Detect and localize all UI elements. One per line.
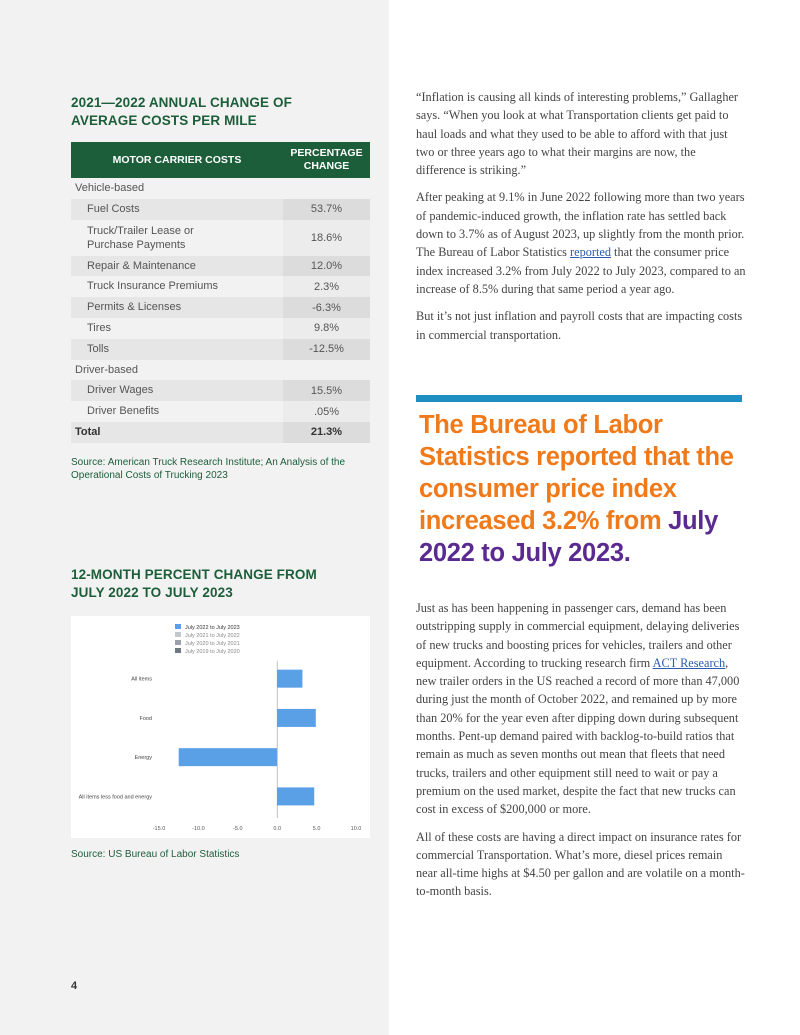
category-label: Food (139, 715, 152, 722)
bar (277, 670, 302, 688)
header-motor-carrier-costs: MOTOR CARRIER COSTS (112, 154, 242, 166)
cpi-bar-chart (71, 616, 370, 838)
x-tick-label: 0.0 (273, 826, 282, 832)
table-row: Fuel Costs 53.7% (71, 199, 370, 220)
reported-link[interactable]: reported (570, 245, 611, 260)
category-label: All items (131, 676, 152, 683)
x-tick-label: 10.0 (350, 826, 362, 832)
chart-svg (71, 616, 370, 838)
act-research-link[interactable]: ACT Research (652, 655, 726, 670)
paragraph: But it’s not just inflation and payroll costs that are impacting costs in commercial transportation. (416, 309, 743, 342)
bar (179, 748, 278, 766)
legend-label: July 2021 to July 2022 (185, 633, 240, 639)
accent-bar (416, 395, 742, 402)
category-label: Energy (134, 755, 152, 762)
table-row: Tolls -12.5% (71, 339, 370, 360)
header-percentage-change: PERCENTAGE CHANGE (290, 147, 363, 172)
category-vehicle: Vehicle-based (75, 182, 145, 194)
legend-swatch (175, 648, 181, 653)
table-row: Repair & Maintenance 12.0% (71, 256, 370, 277)
category-label: All items less food and energy (78, 794, 152, 801)
table-row: Driver Wages 15.5% (71, 380, 370, 401)
legend-label: July 2022 to July 2023 (185, 625, 240, 631)
pull-quote: The Bureau of Labor Statistics reported that the consumer price index increased 3.2% from July 2022 to July 2023. (419, 411, 734, 567)
legend-swatch (175, 632, 181, 637)
bar (277, 709, 316, 727)
paragraph: After peaking at 9.1% in June 2022 following more than two years of pandemic-induced growth, the inflation rate has settled back down to 3.7% as of August 2023, up slightly from the month prior. The Bureau of Labor Statistics reported that the consumer price index increased 3.2% from July 2022 to July 2023, compared to an increase of 8.5% during that same period a year ago. (416, 190, 746, 296)
table-row: Tires 9.8% (71, 318, 370, 339)
article-top (416, 88, 746, 353)
x-tick-label: 5.0 (312, 826, 321, 832)
legend-swatch (175, 640, 181, 645)
x-tick-label: -15.0 (152, 826, 166, 832)
table-header (71, 142, 370, 178)
paragraph: All of these costs are having a direct impact on insurance rates for commercial Transportation. What’s more, diesel prices remain near all-time highs at $4.50 per gallon and are volatile on a month-to-month basis. (416, 829, 745, 899)
table-title: 2021—2022 ANNUAL CHANGE OF AVERAGE COSTS PER MILE (71, 95, 292, 128)
chart-title: 12-MONTH PERCENT CHANGE FROM JULY 2022 TO JULY 2023 (71, 567, 317, 600)
legend-label: July 2020 to July 2021 (185, 641, 240, 647)
paragraph: “Inflation is causing all kinds of interesting problems,” Gallagher says. “When you look at what Transportation clients get paid to haul loads and what they used to be able to afford with that just two or three years ago to what their margins are now, the difference is striking.” (416, 90, 739, 178)
table-source: Source: American Truck Research Institute; An Analysis of the Operational Costs of Trucking 2023 (71, 457, 346, 481)
page-number: 4 (71, 980, 78, 992)
x-tick-label: -10.0 (192, 826, 205, 832)
bar (277, 787, 314, 805)
legend-swatch (175, 624, 181, 629)
table-row: Truck Insurance Premiums 2.3% (71, 276, 370, 297)
table-total-row: Total 21.3% (71, 422, 370, 443)
article-bottom (416, 599, 746, 910)
cost-table (71, 142, 370, 443)
table-row: Driver Benefits .05% (71, 401, 370, 422)
paragraph: Just as has been happening in passenger cars, demand has been outstripping supply in commercial equipment, delaying deliveries of new trucks and boosting prices for vehicles, trailers and other equipment. According to trucking research firm ACT Research, new trailer orders in the US reached a record of more than 47,000 during just the month of October 2022, and remained up by more than 20% for the year even after dipping down during subsequent months. Pent-up demand paired with backlog-to-build ratios that remain as much as seven months out mean that fleets that need trucks, trailers and other equipment still need to wait or pay a premium on the used market, despite the fact that new trucks can cost in excess of $200,000 or more. (416, 601, 740, 817)
table-row: Truck/Trailer Lease or Purchase Payments 18.6% (71, 220, 370, 256)
category-driver: Driver-based (75, 363, 138, 376)
table-row: Permits & Licenses -6.3% (71, 297, 370, 318)
chart-source: Source: US Bureau of Labor Statistics (71, 849, 240, 860)
legend-label: July 2019 to July 2020 (185, 649, 240, 655)
x-tick-label: -5.0 (233, 826, 243, 832)
